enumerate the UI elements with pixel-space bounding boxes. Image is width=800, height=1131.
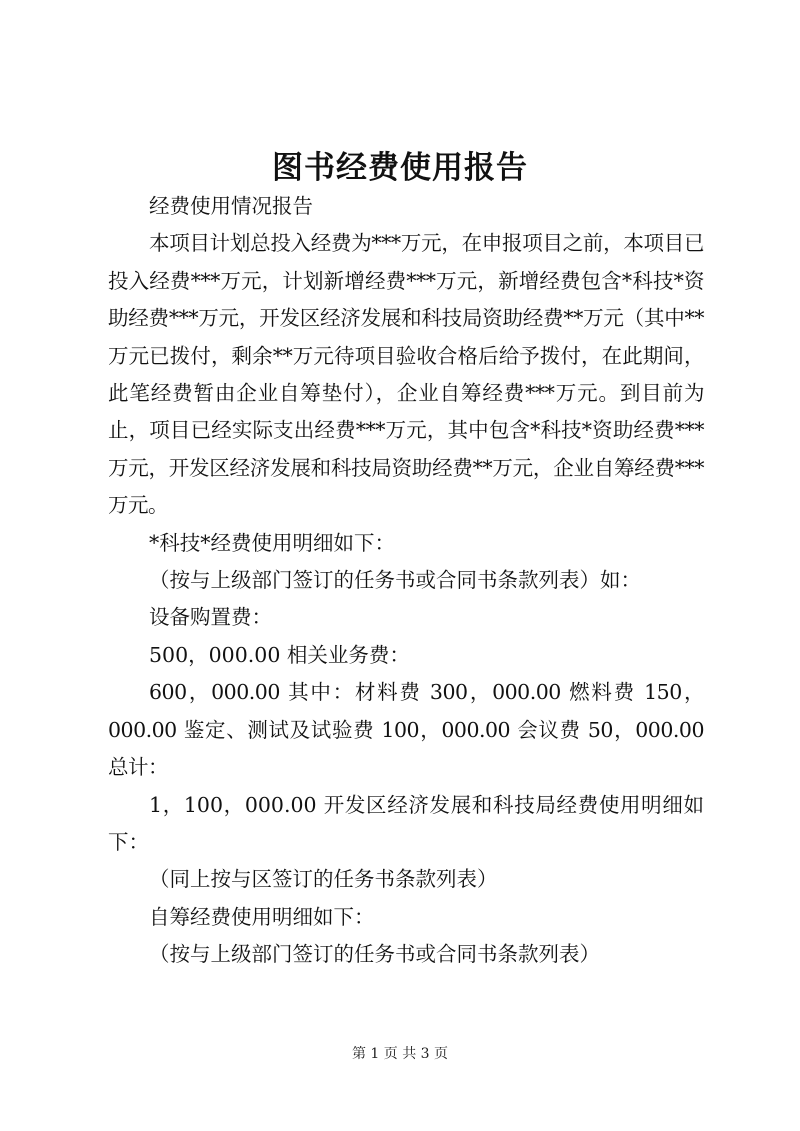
page-number-footer: 第 1 页 共 3 页 (351, 1046, 449, 1062)
paragraph-funding-summary: 本项目计划总投入经费为***万元，在申报项目之前，本项目已投入经费***万元，计划新增经费***万元，新增经费包含*科技*资助经费***万元，开发区经济发展和科技局资助经费**万元（其中**万元已拨付，剩余**万元待项目验收合格后给予拨付，在此期间，此笔经费暂由企业自筹垫付），企业自筹经费***万元。到目前为止，项目已经实际支出经费***万元，其中包含*科技*资助经费***万元，开发区经济发展和科技局资助经费**万元，企业自筹经费***万元。 (108, 231, 704, 518)
paragraph-equipment-cost: 设备购置费： (149, 605, 272, 630)
paragraph-cost-breakdown: 600，000.00 其中：材料费 300，000.00 燃料费 150，000.00 鉴定、测试及试验费 100，000.00 会议费 50，000.00 总计： (108, 680, 704, 780)
paragraph-self-funding-note: （按与上级部门签订的任务书或合同书条款列表） (149, 942, 600, 967)
paragraph-self-funding-heading: 自筹经费使用明细如下： (149, 904, 375, 929)
paragraph-related-business-cost: 500，000.00 相关业务费： (149, 642, 410, 667)
document-body (108, 188, 704, 974)
paragraph-tech-funding-note: （按与上级部门签订的任务书或合同书条款列表）如： (149, 568, 641, 593)
paragraph-report-heading: 经费使用情况报告 (149, 194, 313, 218)
paragraph-district-note: （同上按与区签订的任务书条款列表） (149, 867, 498, 892)
document-title: 图书经费使用报告 (272, 150, 528, 186)
paragraph-total-and-district-heading: 1，100，000.00 开发区经济发展和科技局经费使用明细如下： (108, 792, 704, 854)
paragraph-tech-funding-detail-heading: *科技*经费使用明细如下： (149, 530, 395, 555)
